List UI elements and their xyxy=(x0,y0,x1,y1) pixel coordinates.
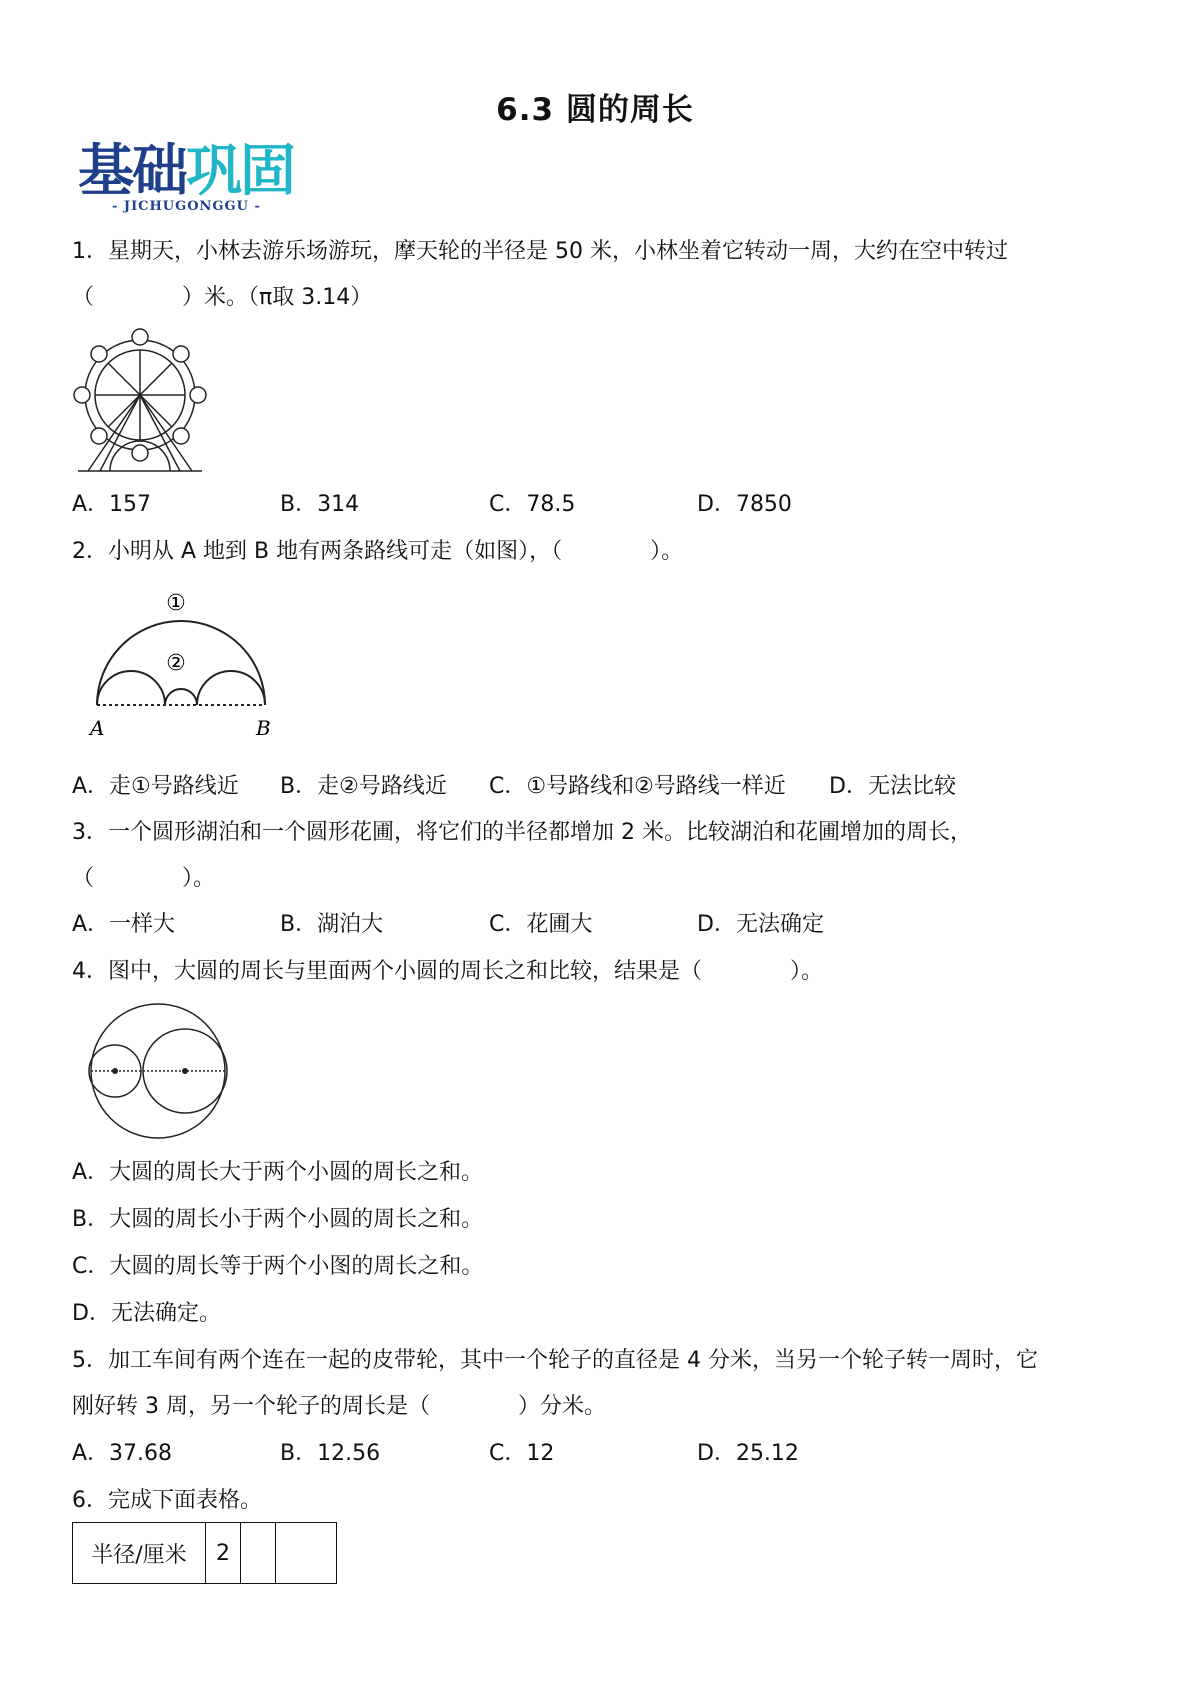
point-a-label: A xyxy=(90,716,105,740)
option-c[interactable]: C．花圃大 xyxy=(489,912,593,937)
question-2-line-1: 2．小明从 A 地到 B 地有两条路线可走（如图），（ ）。 xyxy=(72,539,684,564)
option-d[interactable]: D．无法比较 xyxy=(829,774,956,799)
option-a[interactable]: A．157 xyxy=(72,492,152,517)
option-d[interactable]: D．25.12 xyxy=(697,1441,799,1466)
option-a[interactable]: A．走①号路线近 xyxy=(72,774,239,799)
route-figure xyxy=(80,580,280,740)
ferris-wheel-figure xyxy=(70,325,210,475)
question-1-line-2: （ ）米。（π取 3.14） xyxy=(72,285,373,310)
table-cell[interactable]: 2 xyxy=(206,1523,241,1584)
logo-text-b: 巩固 xyxy=(186,139,294,204)
question-5-line-2: 刚好转 3 周，另一个轮子的周长是（ ）分米。 xyxy=(72,1394,606,1419)
option-a[interactable]: A．一样大 xyxy=(72,912,176,937)
question-4-line-1: 4．图中，大圆的周长与里面两个小圆的周长之和比较，结果是（ ）。 xyxy=(72,959,823,984)
question-4-option-d[interactable]: D．无法确定。 xyxy=(72,1301,221,1326)
option-d[interactable]: D．7850 xyxy=(697,492,792,517)
table-cell[interactable] xyxy=(276,1523,337,1584)
option-b[interactable]: B．314 xyxy=(280,492,360,517)
option-a[interactable]: A．37.68 xyxy=(72,1441,173,1466)
question-4-option-c[interactable]: C．大圆的周长等于两个小图的周长之和。 xyxy=(72,1254,484,1279)
question-4-option-a[interactable]: A．大圆的周长大于两个小圆的周长之和。 xyxy=(72,1160,484,1185)
radius-table xyxy=(72,1522,337,1584)
page-title: 6.3 圆的周长 xyxy=(496,92,694,128)
section-logo xyxy=(78,139,298,214)
route-1-label: ① xyxy=(166,591,186,616)
question-1-line-1: 1．星期天，小林去游乐场游玩，摩天轮的半径是 50 米，小林坐着它转动一周，大约在空中转过 xyxy=(72,239,1008,264)
table-row xyxy=(73,1523,337,1584)
logo-text-a: 基础 xyxy=(78,139,186,204)
question-5-options xyxy=(72,1439,1122,1469)
question-5-line-1: 5．加工车间有两个连在一起的皮带轮，其中一个轮子的直径是 4 分米，当另一个轮子转一周时，它 xyxy=(72,1348,1038,1373)
question-2-options xyxy=(72,772,1122,802)
question-3-line-2: （ ）。 xyxy=(72,866,216,891)
circles-figure xyxy=(84,1000,234,1145)
table-cell[interactable] xyxy=(241,1523,276,1584)
point-b-label: B xyxy=(256,716,271,740)
question-6-line-1: 6．完成下面表格。 xyxy=(72,1488,262,1513)
logo-subtitle: - JICHUGONGGU - xyxy=(112,199,261,214)
question-4-option-b[interactable]: B．大圆的周长小于两个小圆的周长之和。 xyxy=(72,1207,484,1232)
table-header-cell: 半径/厘米 xyxy=(73,1523,206,1584)
option-d[interactable]: D．无法确定 xyxy=(697,912,824,937)
question-3-options xyxy=(72,910,1122,940)
option-b[interactable]: B．湖泊大 xyxy=(280,912,384,937)
option-c[interactable]: C．①号路线和②号路线一样近 xyxy=(489,774,786,799)
question-1-options xyxy=(72,490,1122,520)
option-b[interactable]: B．走②号路线近 xyxy=(280,774,447,799)
option-b[interactable]: B．12.56 xyxy=(280,1441,381,1466)
route-2-label: ② xyxy=(166,651,186,676)
question-3-line-1: 3．一个圆形湖泊和一个圆形花圃，将它们的半径都增加 2 米。比较湖泊和花圃增加的周长， xyxy=(72,820,972,845)
option-c[interactable]: C．78.5 xyxy=(489,492,576,517)
option-c[interactable]: C．12 xyxy=(489,1441,555,1466)
